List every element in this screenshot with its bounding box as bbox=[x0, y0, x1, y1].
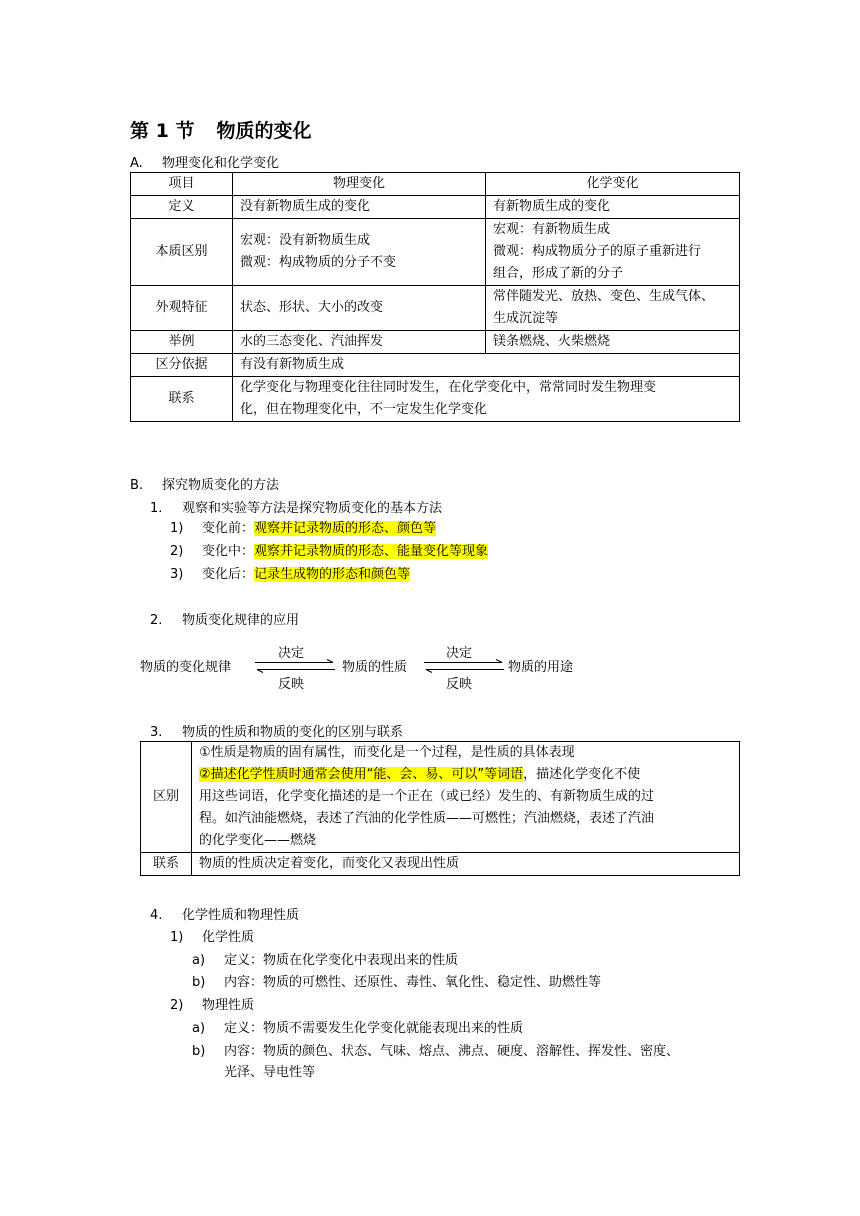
column-header: 化学变化 bbox=[486, 173, 740, 196]
sub-marker: 2) bbox=[170, 998, 184, 1013]
cell-line: 微观：构成物质的分子不变 bbox=[240, 255, 397, 270]
section-a-title: 物理变化和化学变化 bbox=[162, 156, 280, 171]
row-label: 区别 bbox=[141, 742, 192, 853]
difference-line-1: ①性质是物质的固有属性，而变化是一个过程，是性质的具体表现 bbox=[199, 745, 575, 760]
difference-line-5: 的化学变化——燃烧 bbox=[199, 833, 317, 848]
table-row bbox=[131, 196, 740, 219]
cell-line: 常伴随发光、放热、变色、生成气体、 bbox=[493, 289, 715, 304]
relation-diagram bbox=[140, 642, 600, 690]
section-b-heading bbox=[130, 474, 279, 493]
item-marker: b) bbox=[192, 975, 206, 990]
double-arrow-icon bbox=[422, 659, 506, 673]
chemical-property-heading bbox=[170, 926, 254, 945]
cell-line: 生成沉淀等 bbox=[493, 311, 559, 326]
section-a-heading bbox=[130, 152, 279, 171]
forward-label-2: 决定 bbox=[446, 646, 473, 661]
table-row bbox=[131, 354, 740, 377]
column-header: 物理变化 bbox=[233, 173, 486, 196]
item-text: 内容：物质的可燃性、还原性、毒性、氧化性、稳定性、助燃性等 bbox=[224, 975, 602, 990]
b4-title: 化学性质和物理性质 bbox=[182, 908, 300, 923]
item-text: 内容：物质的颜色、状态、气味、熔点、沸点、硬度、溶解性、挥发性、密度、 bbox=[224, 1044, 680, 1059]
cell-line: 宏观：没有新物质生成 bbox=[240, 233, 371, 248]
cell-line: 有没有新物质生成 bbox=[240, 357, 345, 372]
node-use: 物质的用途 bbox=[508, 660, 574, 675]
cell-line: 化，但在物理变化中，不一定发生化学变化 bbox=[240, 402, 488, 417]
b1-item-1-marker: 1) bbox=[170, 521, 184, 536]
b1-item-3-highlight: 记录生成物的形态和颜色等 bbox=[254, 567, 411, 582]
b1-item-3-marker: 3) bbox=[170, 567, 184, 582]
chemical-cell bbox=[486, 196, 740, 219]
row-label: 举例 bbox=[131, 331, 233, 354]
chemical-cell bbox=[486, 219, 740, 286]
cell-line: 水的三态变化、汽油挥发 bbox=[240, 334, 384, 349]
table-row bbox=[131, 331, 740, 354]
b3-title: 物质的性质和物质的变化的区别与联系 bbox=[182, 725, 404, 740]
section-title: 物质的变化 bbox=[216, 120, 312, 142]
b3-heading bbox=[150, 721, 403, 740]
chemical-cell bbox=[486, 331, 740, 354]
cell-line: 微观：构成物质分子的原子重新进行 bbox=[493, 244, 702, 259]
list-item bbox=[192, 971, 601, 990]
b1-item-2-marker: 2) bbox=[170, 544, 184, 559]
table-row bbox=[131, 219, 740, 286]
connection-cell: 物质的性质决定着变化，而变化又表现出性质 bbox=[192, 853, 740, 876]
cell-line: 化学变化与物理变化往往同时发生，在化学变化中，常常同时发生物理变 bbox=[240, 380, 657, 395]
cell-line: 有新物质生成的变化 bbox=[493, 199, 611, 214]
physical-cell bbox=[233, 331, 486, 354]
item-marker: a) bbox=[192, 1021, 206, 1036]
node-change-law: 物质的变化规律 bbox=[140, 660, 232, 675]
sub-title: 物理性质 bbox=[202, 998, 255, 1013]
b2-marker: 2. bbox=[150, 613, 163, 628]
section-b-marker: B. bbox=[130, 478, 144, 493]
b3-marker: 3. bbox=[150, 725, 163, 740]
difference-line-2 bbox=[199, 764, 732, 786]
comparison-table-body bbox=[131, 173, 740, 422]
row-label: 外观特征 bbox=[131, 286, 233, 331]
column-header: 项目 bbox=[131, 173, 233, 196]
backward-label-1: 反映 bbox=[278, 677, 305, 692]
table-row bbox=[131, 286, 740, 331]
item-marker: a) bbox=[192, 953, 206, 968]
b1-item-2-highlight: 观察并记录物质的形态、能量变化等现象 bbox=[254, 544, 489, 559]
node-property: 物质的性质 bbox=[342, 660, 408, 675]
table-row bbox=[131, 377, 740, 422]
property-change-table bbox=[140, 741, 740, 876]
difference-line-3: 用这些词语，化学变化描述的是一个正在（或已经）发生的、有新物质生成的过 bbox=[199, 789, 655, 804]
physical-cell bbox=[233, 286, 486, 331]
backward-label-2: 反映 bbox=[446, 677, 473, 692]
row-label: 本质区别 bbox=[131, 219, 233, 286]
table-header-row bbox=[131, 173, 740, 196]
item-text: 定义：物质在化学变化中表现出来的性质 bbox=[224, 953, 459, 968]
list-item-continuation: 光泽、导电性等 bbox=[224, 1065, 316, 1080]
cell-line: 镁条燃烧、火柴燃烧 bbox=[493, 334, 611, 349]
list-item bbox=[192, 1017, 523, 1036]
row-label: 联系 bbox=[131, 377, 233, 422]
b1-title: 观察和实验等方法是探究物质变化的基本方法 bbox=[182, 501, 443, 516]
b1-item-1-highlight: 观察并记录物质的形态、颜色等 bbox=[254, 521, 437, 536]
item-marker: b) bbox=[192, 1044, 206, 1059]
cell-line: 组合，形成了新的分子 bbox=[493, 266, 624, 281]
b1-item-2 bbox=[170, 540, 488, 559]
difference-highlight: ②描述化学性质时通常会使用“能、会、易、可以”等词语 bbox=[199, 767, 524, 782]
table-row bbox=[141, 742, 740, 853]
b1-item-3 bbox=[170, 563, 410, 582]
b1-item-1 bbox=[170, 517, 436, 536]
section-a-marker: A. bbox=[130, 156, 143, 171]
forward-label-1: 决定 bbox=[278, 646, 305, 661]
cell-line: 状态、形状、大小的改变 bbox=[240, 300, 384, 315]
b4-marker: 4. bbox=[150, 908, 163, 923]
cell-line: 没有新物质生成的变化 bbox=[240, 199, 371, 214]
b1-marker: 1. bbox=[150, 501, 163, 516]
physical-property-heading bbox=[170, 994, 254, 1013]
cell-line: 宏观：有新物质生成 bbox=[493, 222, 611, 237]
b2-heading bbox=[150, 609, 299, 628]
difference-cell bbox=[192, 742, 740, 853]
list-item bbox=[192, 1040, 679, 1059]
physical-cell bbox=[233, 219, 486, 286]
difference-line-2-rest: ，描述化学变化不使 bbox=[523, 767, 641, 782]
chemical-cell bbox=[486, 286, 740, 331]
b1-item-1-label: 变化前： bbox=[202, 521, 255, 536]
b1-heading bbox=[150, 497, 442, 516]
table-row bbox=[141, 853, 740, 876]
b2-title: 物质变化规律的应用 bbox=[182, 613, 300, 628]
sub-marker: 1) bbox=[170, 930, 184, 945]
section-b-title: 探究物质变化的方法 bbox=[162, 478, 280, 493]
row-label: 区分依据 bbox=[131, 354, 233, 377]
b1-item-3-label: 变化后： bbox=[202, 567, 255, 582]
list-item bbox=[192, 949, 458, 968]
page-title bbox=[130, 116, 311, 143]
merged-cell bbox=[233, 377, 740, 422]
row-label: 定义 bbox=[131, 196, 233, 219]
row-label: 联系 bbox=[141, 853, 192, 876]
item-text: 定义：物质不需要发生化学变化就能表现出来的性质 bbox=[224, 1021, 524, 1036]
comparison-table bbox=[130, 172, 740, 422]
physical-cell bbox=[233, 196, 486, 219]
section-number: 第 1 节 bbox=[130, 120, 195, 142]
merged-cell bbox=[233, 354, 740, 377]
difference-line-4: 程。如汽油能燃烧，表述了汽油的化学性质——可燃性；汽油燃烧，表述了汽油 bbox=[199, 811, 655, 826]
b1-item-2-label: 变化中： bbox=[202, 544, 255, 559]
double-arrow-icon bbox=[253, 659, 337, 673]
sub-title: 化学性质 bbox=[202, 930, 255, 945]
b4-heading bbox=[150, 904, 299, 923]
